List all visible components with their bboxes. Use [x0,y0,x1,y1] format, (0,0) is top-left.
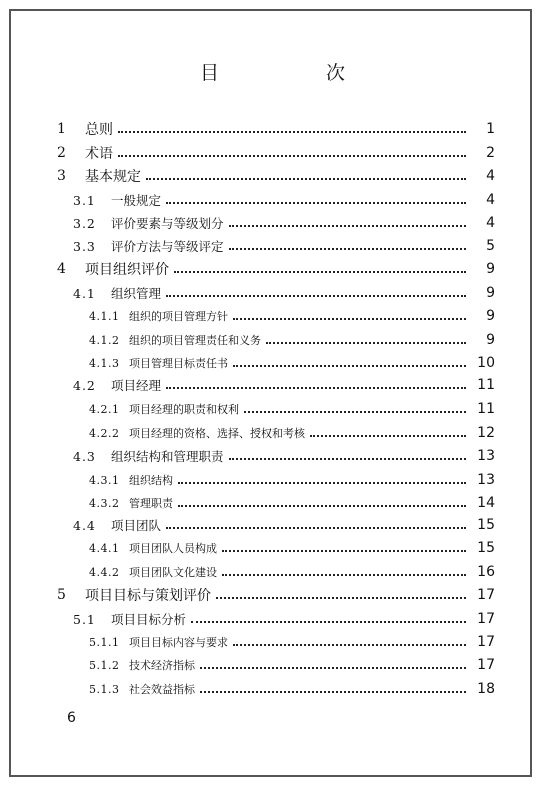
toc-leader-dots [118,129,466,133]
toc-entry[interactable] [57,119,495,139]
toc-leader-dots [166,293,466,297]
toc-entry-number: 4.1.3 [89,356,120,370]
toc-entry[interactable] [73,236,495,256]
toc-entry-number: 4.4 [73,517,96,533]
toc-entry-number: 4 [57,261,66,277]
toc-entry-number: 3.1 [73,192,96,208]
toc-entry-page: 9 [486,308,495,324]
toc-entry-title: 项目经理的职责和权利 [129,403,239,416]
toc-entry-page: 14 [477,495,495,511]
toc-entry-page: 18 [477,681,495,697]
toc-entry-number: 4.3 [73,448,96,464]
toc-entry-title: 总则 [85,122,113,138]
toc-leader-dots [118,153,466,157]
toc-entry-page: 17 [477,587,495,603]
toc-entry[interactable] [89,306,495,326]
toc-entry[interactable] [73,375,495,395]
toc-leader-dots [166,385,466,389]
toc-entry-page: 4 [486,215,495,231]
toc-entry[interactable] [73,609,495,629]
toc-entry-page: 13 [477,448,495,464]
toc-leader-dots [233,642,466,646]
toc-entry-page: 13 [477,472,495,488]
toc-entry-number: 4.2.1 [89,402,120,416]
toc-entry[interactable] [73,446,495,466]
toc-entry-title: 组织结构和管理职责 [111,449,224,464]
toc-entry-page: 4 [486,168,495,184]
page-title: 目 次 [199,62,389,84]
toc-leader-dots [216,595,466,599]
toc-entry-title: 组织的项目管理方针 [129,310,228,323]
toc-entry[interactable] [89,470,495,490]
toc-entry[interactable] [57,259,495,279]
toc-entry-title: 管理职责 [129,497,173,510]
toc-leader-dots [222,572,466,576]
toc-entry-title: 项目经理的资格、选择、授权和考核 [129,427,305,440]
toc-entry-number: 5 [57,587,66,603]
toc-entry-number: 3 [57,168,66,184]
toc-leader-dots [229,223,466,227]
toc-entry-page: 12 [477,425,495,441]
toc-leader-dots [233,363,466,367]
toc-entry-number: 5.1 [73,611,96,627]
toc-entry-title: 评价要素与等级划分 [111,216,224,231]
toc-entry-number: 1 [57,121,66,137]
toc-entry[interactable] [89,353,495,373]
toc-entry[interactable] [73,515,495,535]
toc-leader-dots [146,176,466,180]
toc-entry[interactable] [89,655,495,675]
toc-entry-title: 基本规定 [85,169,141,185]
toc-entry-number: 4.4.2 [89,565,120,579]
toc-entry-number: 4.3.2 [89,496,120,510]
toc-leader-dots [178,480,466,484]
toc-leader-dots [233,316,466,320]
toc-entry-page: 11 [477,401,495,417]
toc-entry-page: 10 [477,355,495,371]
toc-leader-dots [229,246,466,250]
toc-entry-number: 3.2 [73,215,96,231]
toc-entry-title: 组织结构 [129,474,173,487]
toc-entry[interactable] [89,679,495,699]
toc-entry[interactable] [73,283,495,303]
toc-entry-title: 项目组织评价 [85,262,169,278]
toc-entry-title: 组织管理 [111,286,162,301]
toc-entry-page: 17 [477,611,495,627]
toc-entry-page: 5 [486,238,495,254]
toc-entry-page: 15 [477,517,495,533]
toc-entry-page: 11 [477,377,495,393]
toc-entry-page: 2 [486,145,495,161]
toc-entry-title: 项目经理 [111,378,162,393]
toc-entry-page: 17 [477,657,495,673]
toc-entry-page: 17 [477,634,495,650]
toc-leader-dots [244,409,466,413]
toc-entry-page: 9 [486,332,495,348]
toc-leader-dots [200,665,466,669]
toc-entry-number: 4.2 [73,377,96,393]
toc-entry-title: 技术经济指标 [129,659,195,672]
toc-leader-dots [310,433,466,437]
toc-entry[interactable] [73,213,495,233]
toc-entry[interactable] [89,330,495,350]
toc-entry[interactable] [89,632,495,652]
toc-entry-number: 4.1 [73,285,96,301]
toc-leader-dots [166,200,466,204]
toc-leader-dots [174,269,466,273]
toc-entry-title: 项目管理目标责任书 [129,357,228,370]
toc-leader-dots [178,503,466,507]
toc-entry-title: 项目目标与策划评价 [85,588,211,604]
toc-entry-number: 3.3 [73,238,96,254]
page-number: 6 [67,710,76,726]
toc-entry-page: 9 [486,285,495,301]
toc-entry[interactable] [57,143,495,163]
toc-entry-number: 4.4.1 [89,541,120,555]
toc-entry-title: 社会效益指标 [129,683,195,696]
toc-leader-dots [166,525,466,529]
toc-entry-title: 评价方法与等级评定 [111,239,224,254]
toc-entry-page: 9 [486,261,495,277]
toc-entry-title: 术语 [85,146,113,162]
toc-entry-page: 16 [477,564,495,580]
toc-entry-page: 15 [477,540,495,556]
toc-entry-number: 4.2.2 [89,426,120,440]
toc-entry-number: 4.3.1 [89,473,120,487]
toc-entry-number: 5.1.3 [89,682,120,696]
toc-entry-title: 组织的项目管理责任和义务 [129,334,261,347]
toc-entry-title: 一般规定 [111,193,162,208]
toc-entry-page: 1 [486,121,495,137]
toc-entry[interactable] [73,190,495,210]
toc-entry-number: 5.1.2 [89,658,120,672]
toc-entry-number: 5.1.1 [89,635,120,649]
toc-leader-dots [191,619,466,623]
toc-entry-title: 项目目标分析 [111,612,187,627]
toc-leader-dots [229,456,466,460]
toc-entry-title: 项目团队人员构成 [129,542,217,555]
toc-entry[interactable] [89,562,495,582]
toc-leader-dots [222,548,466,552]
toc-entry[interactable] [89,423,495,443]
toc-entry-number: 4.1.1 [89,309,120,323]
toc-entry-number: 4.1.2 [89,333,120,347]
toc-entry-title: 项目团队文化建设 [129,566,217,579]
toc-entry[interactable] [57,166,495,186]
toc-entry[interactable] [57,585,495,605]
toc-entry[interactable] [89,493,495,513]
toc-leader-dots [266,340,466,344]
toc-leader-dots [200,689,466,693]
toc-entry-page: 4 [486,192,495,208]
toc-entry-number: 2 [57,145,66,161]
toc-entry-title: 项目团队 [111,518,162,533]
toc-entry[interactable] [89,399,495,419]
toc-entry[interactable] [89,538,495,558]
toc-entry-title: 项目目标内容与要求 [129,636,228,649]
